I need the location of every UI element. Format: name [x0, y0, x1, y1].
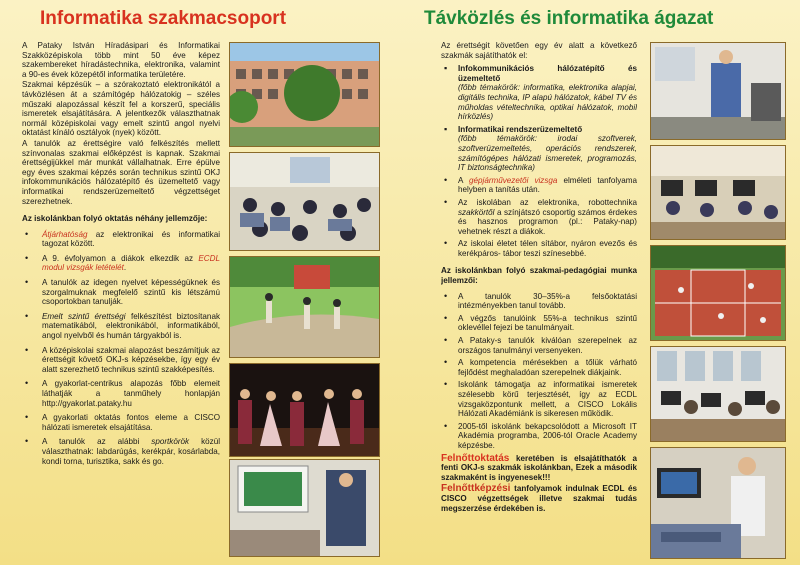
list-item: • Az iskolai életet télen sítábor, nyáron evezős és kerékpáros- tábor teszi színesebbé.: [441, 239, 637, 258]
list-item: • A Pataky-s tanulók kiválóan szerepelnek az országos tanulmányi versenyeken.: [441, 336, 637, 355]
school-building-photo: [229, 42, 380, 147]
list-item: • A gépjárművezetői vizsga elméleti tanfolyama helyben a tanítás után.: [441, 176, 637, 195]
workshop-photo: [650, 346, 786, 442]
lab-technician-photo: [650, 42, 786, 140]
right-title: Távközlés és informatika ágazat: [424, 8, 714, 29]
list-item: • A tanulók az alábbi sportkörök közül választhatnak: labdarúgás, kerékpár, kosárlabda, kondi torna, turisztika, sakk és go.: [22, 437, 220, 466]
computer-lab-photo: [650, 145, 786, 240]
left-features-list: [22, 230, 220, 466]
list-item: • A 9. évfolyamon a diákok elkezdik az ECDL modul vizsgák letételét.: [22, 254, 220, 273]
list-item: • A tanulók az idegen nyelvet képességüknek és szorgalmuknak megfelelő szintű kis létszámú csoportokban tanulják.: [22, 278, 220, 307]
list-item: ▪ Infokommunikációs hálózatépítő és üzemeltető (főbb témakörök: informatika, elektronika alapjai, digitális technika, IP alapú hálózatok, kábel TV és műholdas vételtechnika, optikai hálózatok, mobil hírközlés): [441, 64, 637, 122]
sports-court-photo: [650, 245, 786, 341]
theatre-performance-photo: [229, 363, 380, 457]
right-intro: Az érettségit követően egy év alatt a következő szakmák sajátíthatók el:: [441, 41, 637, 60]
list-item: • A kompetencia mérésekben a tőlük várható fejlődést meghaladóan szerepelnek diákjaink.: [441, 358, 637, 377]
left-text-column: [22, 41, 220, 561]
left-intro-paragraph: Szakmai képzésük – a szórakoztató elektronikától a távközlésen át a számítógép hálózatokig – széles műszaki alapozással készít fel a korszerű, speciális ismeretek elsajátítására. A jelentkezők választhatnak normál középiskolai vagy emelt szintű angol nyelvi oktatást kínáló osztályok (nyek) között.: [22, 80, 220, 138]
classroom-photo: [229, 152, 380, 251]
list-item: • A gyakorlati oktatás fontos eleme a CISCO hálózati ismeretek elsajátítása.: [22, 413, 220, 432]
list-item: ▪ Informatikai rendszerüzemeltető (főbb témakörök: irodai szoftverek, szoftverüzemeltetés, operációs rendszerek, számítógépes hálózati ismeretek, programozás, IT biztonságtechnika): [441, 125, 637, 173]
pedagogy-list: [441, 292, 637, 451]
professions-list: [441, 64, 637, 258]
list-item: • A középiskolai szakmai alapozást beszámítjuk az érettségit követő OKJ-s képzésekbe, így egy év alatt szerezhető technikus szintű szakképesítés.: [22, 346, 220, 375]
list-item: • Emelt szintű érettségi felkészítést biztosítanak matematikából, elektronikából, informatikából, angol nyelvből és humán tárgyakból is.: [22, 312, 220, 341]
left-title: Informatika szakmacsoport: [40, 8, 287, 29]
list-item: • Átjárhatóság az elektronikai és informatikai tagozat között.: [22, 230, 220, 249]
network-equipment-photo: [650, 447, 786, 559]
left-intro-paragraph: A Pataky István Híradásipari és Informatikai Szakközépiskola több mint 50 éve képez szakembereket híradástechnika, elektronika, valamint a 90-es évek közepétől informatika területére.: [22, 41, 220, 79]
sports-race-photo: [229, 256, 380, 358]
adult-education-note: Felnőttoktatás keretében is elsajátíthatók a fenti OKJ-s szakmák iskolánkban, Ezek a második szakmaként is ingyenesek!!!: [441, 452, 637, 482]
pedagogy-heading: Az iskolánkban folyó szakmai-pedagógiai munka jellemzői:: [441, 266, 637, 286]
list-item: • A végzős tanulóink 55%-a technikus szintű oklevéllel fejezi be tanulmányait.: [441, 314, 637, 333]
right-text-column: [441, 41, 637, 561]
adult-training-note: Felnőttképzési tanfolyamok indulnak ECDL és CISCO végzettségek illetve szakmai tudás megszerzése érdekében is.: [441, 483, 637, 513]
list-item: • 2005-től iskolánk bekapcsolódott a Microsoft IT Akadémia programba, 2006-tól Oracle Academy képzésbe.: [441, 422, 637, 451]
list-item: • Iskolánk támogatja az informatikai ismeretek szélesebb körű terjesztését, így az ECDL vizsgaközpontunk mellett, a CISCO Lokális Hálózati Akadémiánk is sikeresen működik.: [441, 380, 637, 418]
left-features-heading: Az iskolánkban folyó oktatás néhány jellemzője:: [22, 214, 208, 224]
left-intro-paragraph: A tanulók az érettségire való felkészítés mellett színvonalas szakmai előképzést is kapnak. Szakmai érettségijükkel már munkát vállalhatnak. Erre épülve egy éves szakmai képzés során technikus szintű OKJ infokommunikációs hálózatépítő és üzemeltető vagy informatikai rendszerüzemeltető végzettséget szerezhetnek.: [22, 138, 220, 206]
list-item: • A tanulók 30–35%-a felsőoktatási intézményekben tanul tovább.: [441, 292, 637, 311]
list-item: • Az iskolában az elektronika, robottechnika szakkörtől a színjátszó csoportig számos érdekes és hasznos programon (pl.: Pataky-nap) vehetnek részt a diákok.: [441, 198, 637, 236]
list-item: • A gyakorlat-centrikus alapozás főbb elemeit láthatják a tanműhely honlapján http://gyakorlat.pataky.hu: [22, 379, 220, 408]
cisco-training-photo: [229, 459, 380, 557]
